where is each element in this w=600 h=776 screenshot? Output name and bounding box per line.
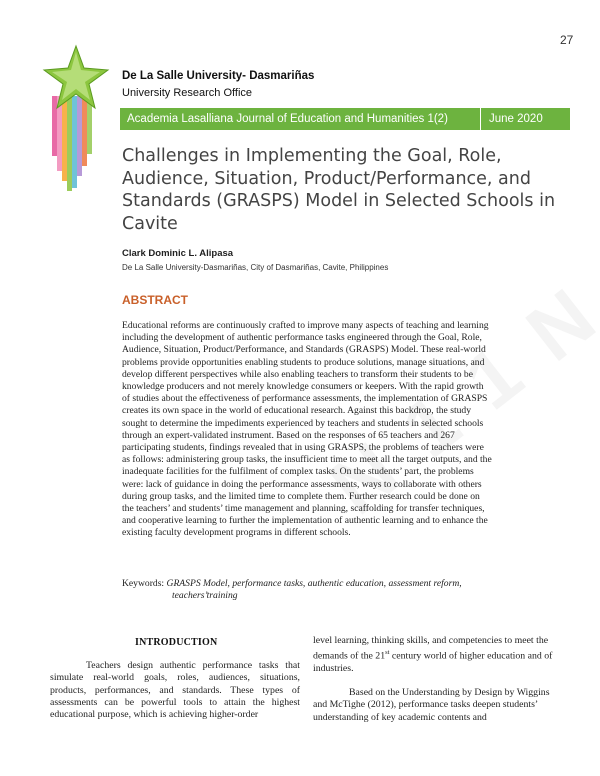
abstract-heading: ABSTRACT <box>122 293 188 307</box>
university-office: University Research Office <box>122 87 253 99</box>
page-number: 27 <box>560 33 574 47</box>
keywords <box>122 578 502 602</box>
intro-right-p1-sup: st <box>385 649 390 657</box>
keywords-line-2: teachers’training <box>172 590 238 601</box>
author-affiliation: De La Salle University-Dasmariñas, City of Dasmariñas, Cavite, Philippines <box>122 263 389 272</box>
author-name: Clark Dominic L. Alipasa <box>122 248 234 259</box>
journal-title: Academia Lasalliana Journal of Education and Humanities 1(2) <box>127 113 448 125</box>
keywords-line-1: GRASPS Model, performance tasks, authentic education, assessment reform, <box>166 578 462 589</box>
journal-divider <box>480 108 481 130</box>
intro-left-column <box>50 660 300 721</box>
star-logo-icon <box>40 44 110 194</box>
journal-date: June 2020 <box>489 113 543 125</box>
abstract-body: Educational reforms are continuously crafted to improve many aspects of teaching and learning including the development of authentic performance tasks engineered through the Goal, Role, Audience, Situation, Product/Performance, and Standards (GRASPS) Model. These real-world problems provide opportunities enabling students to produce solutions, manage situations, and develop different perspectives while also enabling teachers to transform their students to be knowledge producers and not merely knowledge consumers or keepers. With the rapid growth of studies about the effectiveness of performance assessments, the implementation of GRASPS creates its own space in the world of educational research. Against this backdrop, the study sought to determine the impediments experienced by teachers and students in selected schools through an expert-validated instrument. Based on the responses of 65 teachers and 267 participating students, findings revealed that in using GRASPS, the problems of teachers were as follows: administering group tasks, the insufficient time to meet all the target outputs, and the inadequate facilities for the fulfilment of complex tasks. On the students’ part, the problems were: lack of guidance in doing the performance assessments, ways to collaborate with others during group tasks, and the limited time to complete them. Further research could be done on the teachers’ and students’ time management and planning, scaffolding for transfer techniques, and cooperative learning to further the implementation of authentic learning and to enhance the existing faculty development programs in different schools. <box>122 320 492 539</box>
intro-right-column <box>313 635 558 736</box>
university-name: De La Salle University- Dasmariñas <box>122 70 315 82</box>
intro-left-paragraph: Teachers design authentic performance tasks that simulate real-world goals, roles, audiences, situations, products, performances, and standards. These types of assessments can be powerful tools to attain the highest educational purpose, which is achieving higher-order <box>50 660 300 721</box>
intro-right-paragraph-1 <box>313 635 558 675</box>
keywords-label: Keywords: <box>122 578 165 589</box>
introduction-heading: INTRODUCTION <box>135 637 218 648</box>
journal-bar <box>120 108 570 130</box>
intro-right-paragraph-2: Based on the Understanding by Design by Wiggins and McTighe (2012), performance tasks deepen students’ understanding of key academic contents and <box>313 687 550 723</box>
article-title: Challenges in Implementing the Goal, Role, Audience, Situation, Product/Performance, and Standards (GRASPS) Model in Selected Schools in Cavite <box>122 146 556 234</box>
intro-right-p1-a: level learning, thinking skills, and competencies to meet the demands of the 21 <box>313 635 549 662</box>
intro-right-p1-b: century world of higher education and of industries. <box>313 650 553 674</box>
